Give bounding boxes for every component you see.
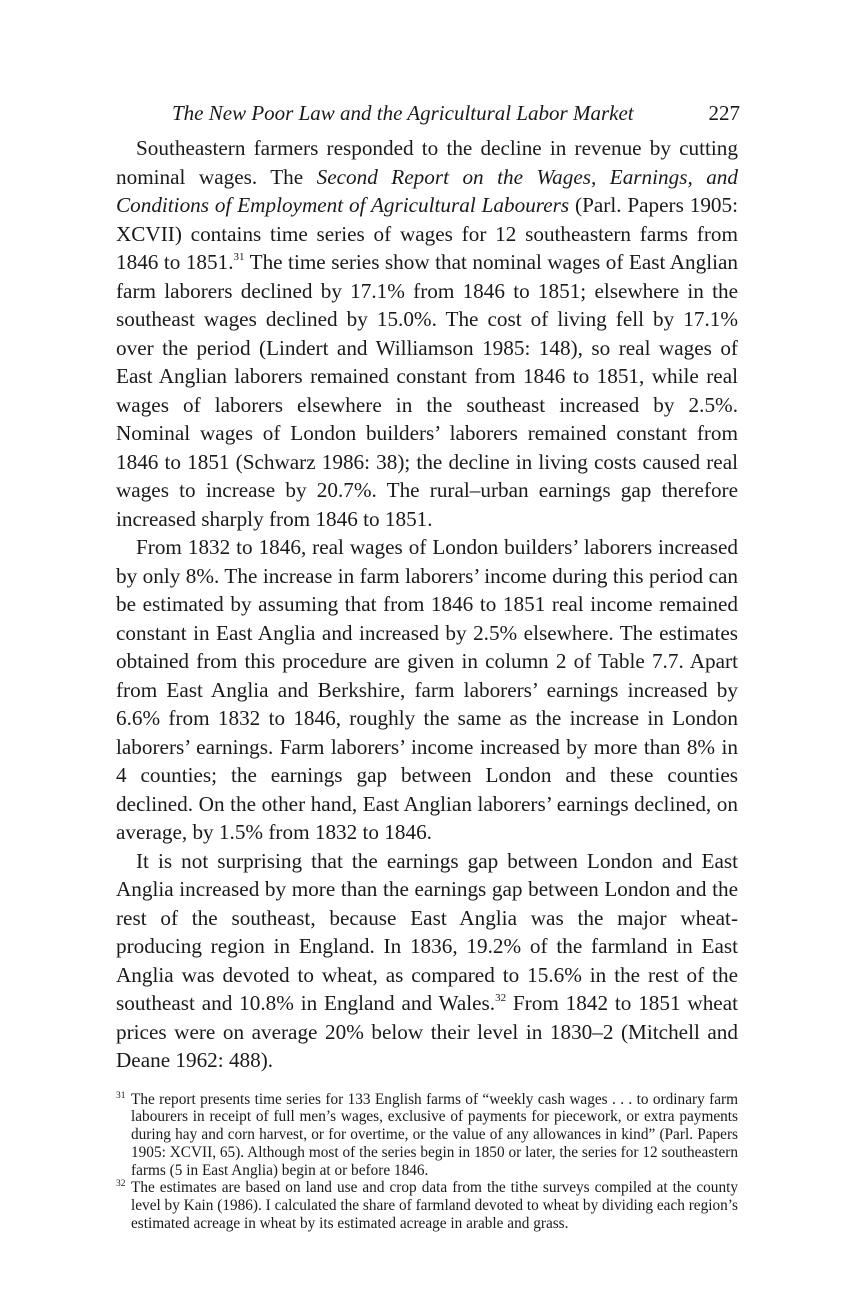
footnote-text: The estimates are based on land use and crop data from the tithe surveys compiled at the county level by Kain (1986). I calculated the share of farmland devoted to wheat by dividing each region’s estimated acreage in wheat by its estimated acreage in arable and grass. — [131, 1179, 738, 1233]
paragraph-2: From 1832 to 1846, real wages of London builders’ laborers increased by only 8%. The increase in farm laborers’ income during this period can be estimated by assuming that from 1846 to 1851 real income remained constant in East Anglia and increased by 2.5% elsewhere. The estimates obtained from this procedure are given in column 2 of Table 7.7. Apart from East Anglia and Berkshire, farm laborers’ earnings increased by 6.6% from 1832 to 1846, roughly the same as the increase in London laborers’ earnings. Farm laborers’ income increased by more than 8% in 4 counties; the earnings gap between London and these counties declined. On the other hand, East Anglian laborers’ earnings declined, on average, by 1.5% from 1832 to 1846. — [116, 535, 738, 844]
page-number: 227 — [708, 101, 740, 125]
footnote-number: 31 — [116, 1090, 126, 1101]
footnote-number: 32 — [116, 1179, 126, 1190]
report-title: Second Report on the Wages, Earnings, and Conditions of Employment of Agricultural Labourers — [116, 164, 738, 217]
footnote-32 — [116, 1179, 738, 1232]
paragraph-3-text-b: From 1842 to 1851 wheat prices were on average 20% below their level in 1830–2 (Mitchell and Deane 1962: 488). — [116, 991, 738, 1072]
running-header — [116, 100, 738, 126]
paragraph-3 — [116, 847, 738, 1075]
book-page — [116, 100, 738, 1233]
footnote-ref-31[interactable]: 31 — [233, 251, 245, 263]
paragraph-1-text-a: Southeastern farmers responded to the decline in revenue by cutting nominal wages. The — [116, 136, 738, 189]
body-text — [116, 134, 738, 1075]
footnote-31 — [116, 1091, 738, 1180]
paragraph-1-text-c: The time series show that nominal wages of East Anglian farm laborers declined by 17.1% from 1846 to 1851; elsewhere in the southeast wages declined by 15.0%. The cost of living fell by 17.1% over the period (Lindert and Williamson 1985: 148), so real wages of East Anglian laborers remained constant from 1846 to 1851, while real wages of laborers elsewhere in the southeast increased by 2.5%. Nominal wages of London builders’ laborers remained constant from 1846 to 1851 (Schwarz 1986: 38); the decline in living costs caused real wages to increase by 20.7%. The rural–urban earnings gap therefore increased sharply from 1846 to 1851. — [116, 250, 738, 531]
paragraph-1 — [116, 134, 738, 533]
paragraph-1-text-b: (Parl. Papers 1905: XCVII) contains time series of wages for 12 southeastern farms from 1846 to 1851. — [116, 193, 738, 274]
footnote-text: The report presents time series for 133 English farms of “weekly cash wages . . . to ordinary farm labourers in receipt of full men’s wages, exclusive of payments for piecework, or extra payments during hay and corn harvest, or for overtime, or the value of any allowances in kind” (Parl. Papers 1905: XCVII, 65). Although most of the series begin in 1850 or later, the series for 12 southeastern farms (5 in East Anglia) begin at or before 1846. — [131, 1090, 738, 1179]
footnote-ref-32[interactable]: 32 — [495, 992, 507, 1004]
paragraph-3-text-a: It is not surprising that the earnings gap between London and East Anglia increased by more than the earnings gap between London and the rest of the southeast, because East Anglia was the major wheat-producing region in England. In 1836, 19.2% of the farmland in East Anglia was devoted to wheat, as compared to 15.6% in the rest of the southeast and 10.8% in England and Wales. — [116, 848, 738, 1015]
running-title: The New Poor Law and the Agricultural Labor Market — [172, 101, 634, 125]
footnotes — [116, 1091, 738, 1233]
